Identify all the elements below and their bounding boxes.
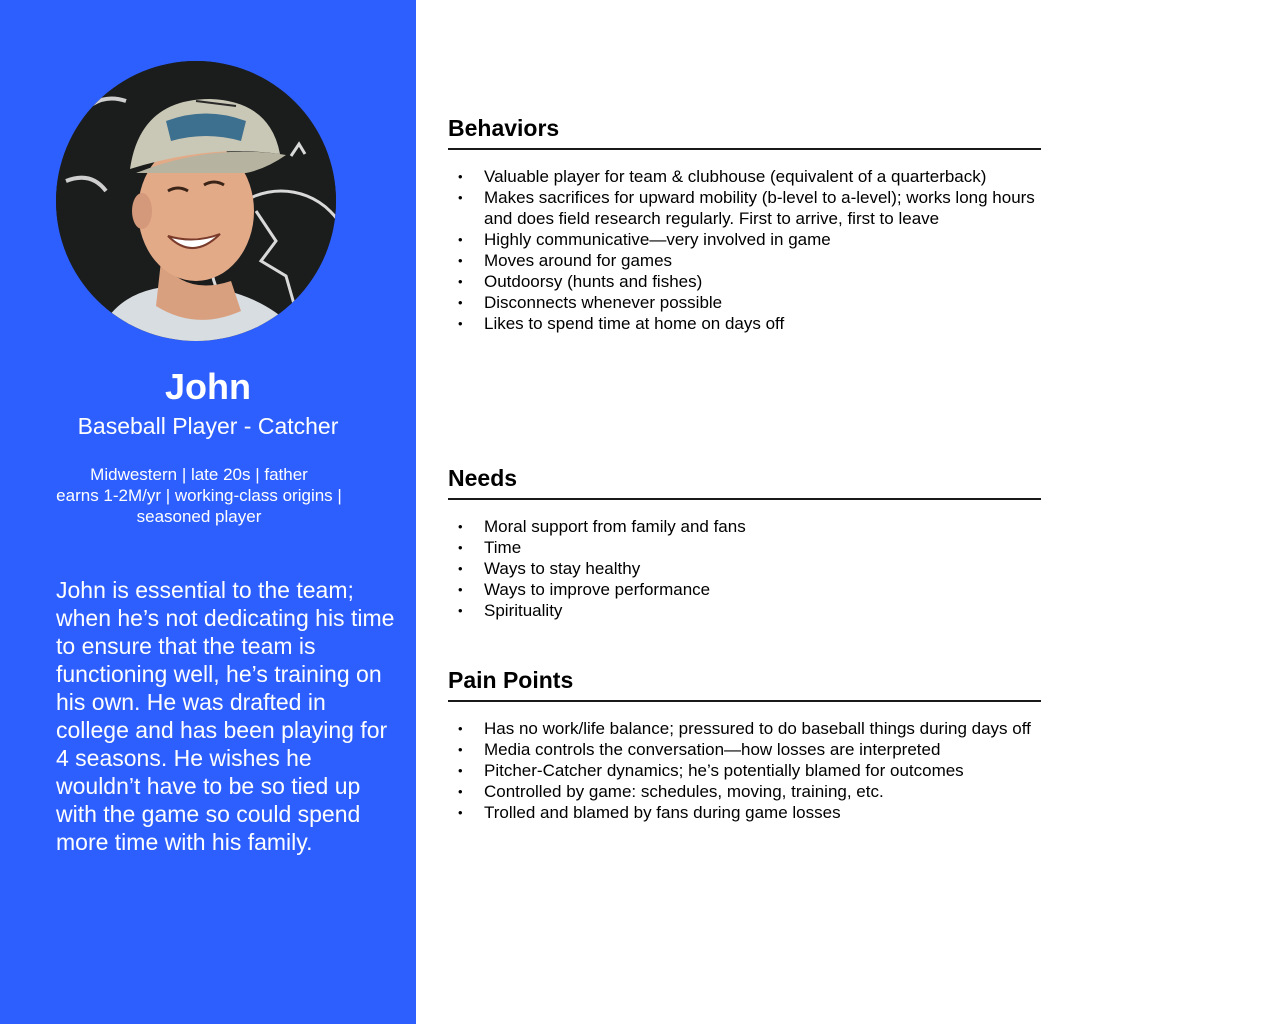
list-item: • Trolled and blamed by fans during game losses bbox=[448, 802, 1041, 823]
list-item: • Time bbox=[448, 537, 1041, 558]
needs-list bbox=[448, 516, 1041, 621]
list-item: • Ways to stay healthy bbox=[448, 558, 1041, 579]
list-item: • Moral support from family and fans bbox=[448, 516, 1041, 537]
pain-points-heading: Pain Points bbox=[448, 666, 1041, 702]
list-item: • Spirituality bbox=[448, 600, 1041, 621]
persona-sidebar bbox=[0, 0, 416, 1024]
list-item: • Controlled by game: schedules, moving, training, etc. bbox=[448, 781, 1041, 802]
pain-points-section bbox=[448, 666, 1041, 823]
pain-points-list bbox=[448, 718, 1041, 823]
list-item: • Ways to improve performance bbox=[448, 579, 1041, 600]
persona-name: John bbox=[165, 366, 251, 407]
list-item: • Media controls the conversation—how losses are interpreted bbox=[448, 739, 1041, 760]
behaviors-heading: Behaviors bbox=[448, 114, 1041, 150]
persona-role: Baseball Player - Catcher bbox=[77, 413, 339, 439]
list-item: • Disconnects whenever possible bbox=[448, 292, 1041, 313]
list-item: • Valuable player for team & clubhouse (equivalent of a quarterback) bbox=[448, 166, 1041, 187]
list-item: • Highly communicative—very involved in game bbox=[448, 229, 1041, 250]
list-item: • Makes sacrifices for upward mobility (b-level to a-level); works long hours and does field research regularly. First to arrive, first to leave bbox=[448, 187, 1041, 229]
avatar bbox=[56, 61, 336, 341]
behaviors-list bbox=[448, 166, 1041, 334]
demographics-line: Midwestern | late 20s | father bbox=[90, 465, 308, 484]
persona-bio: John is essential to the team; when he’s not dedicating his time to ensure that the team is functioning well, he’s training on his own. He was drafted in college and has been playing for 4 seasons. He wishes he wouldn’t have to be so tied up with the game so could spend more time with his family. bbox=[56, 577, 395, 855]
behaviors-section bbox=[448, 114, 1041, 334]
list-item: • Likes to spend time at home on days off bbox=[448, 313, 1041, 334]
demographics-line: earns 1-2M/yr | working-class origins | bbox=[56, 486, 342, 505]
needs-heading: Needs bbox=[448, 464, 1041, 500]
list-item: • Moves around for games bbox=[448, 250, 1041, 271]
demographics-line: seasoned player bbox=[136, 507, 262, 526]
list-item: • Pitcher-Catcher dynamics; he’s potentially blamed for outcomes bbox=[448, 760, 1041, 781]
list-item: • Outdoorsy (hunts and fishes) bbox=[448, 271, 1041, 292]
persona-demographics bbox=[20, 464, 378, 527]
avatar-photo bbox=[56, 61, 336, 341]
list-item: • Has no work/life balance; pressured to do baseball things during days off bbox=[448, 718, 1041, 739]
needs-section bbox=[448, 464, 1041, 621]
